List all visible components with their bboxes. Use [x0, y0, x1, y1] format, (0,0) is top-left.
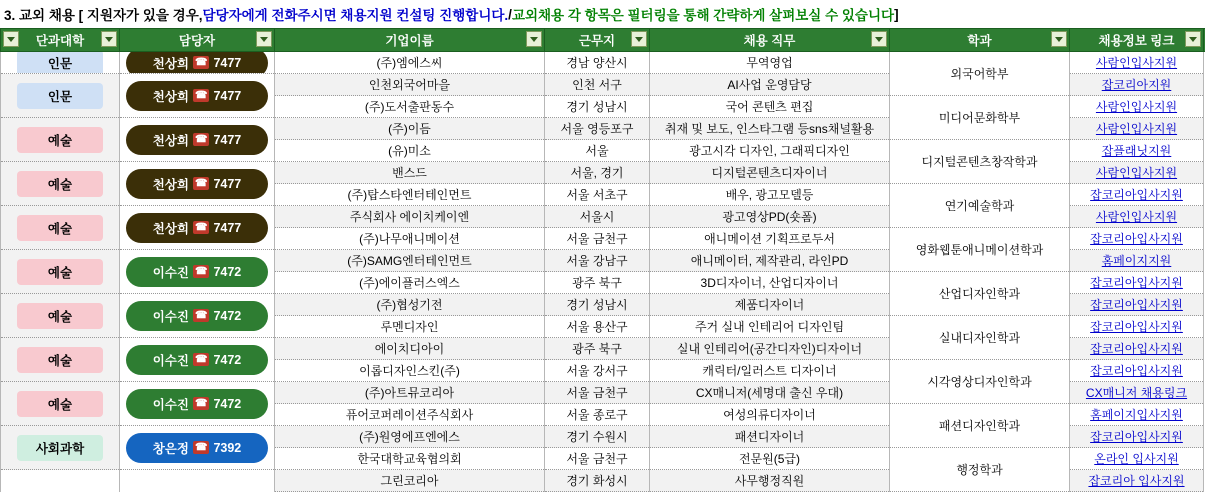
link-cell: [1070, 404, 1203, 426]
dept-cell: [1, 206, 119, 250]
link-cell: [1070, 448, 1203, 470]
job-cell: 패션디자이너: [650, 426, 889, 448]
manager-badge: [126, 389, 268, 419]
filter-dropdown-icon-dept[interactable]: [101, 31, 117, 47]
major-cell: 연기예술학과: [890, 184, 1069, 228]
dept-pill: 예술: [17, 303, 103, 329]
location-cell: 서울 강서구: [545, 360, 649, 382]
column-header-manager-label: 담당자: [178, 34, 216, 48]
manager-phone: 7477: [213, 88, 242, 103]
link-cell: [1070, 272, 1203, 294]
job-posting-link[interactable]: 사람인입사지원: [1095, 166, 1178, 180]
job-posting-link[interactable]: 사람인입사지원: [1095, 210, 1178, 224]
manager-cell: [120, 294, 274, 338]
page-title: [0, 0, 1205, 28]
column-location: [545, 52, 650, 492]
company-cell: 퓨어코퍼레이션주식회사: [275, 404, 544, 426]
job-cell: 캐릭터/일러스트 디자이너: [650, 360, 889, 382]
manager-cell: [120, 338, 274, 382]
manager-cell: [120, 162, 274, 206]
phone-icon: ☎: [194, 222, 208, 233]
link-cell: [1070, 118, 1203, 140]
company-cell: (주)에이플러스엑스: [275, 272, 544, 294]
manager-badge: [126, 125, 268, 155]
dept-pill: 예술: [17, 215, 103, 241]
location-cell: 서울, 경기: [545, 162, 649, 184]
location-cell: 인천 서구: [545, 74, 649, 96]
dept-pill: 예술: [17, 171, 103, 197]
job-posting-link[interactable]: 홈페이지지원: [1101, 254, 1172, 268]
location-cell: 서울 종로구: [545, 404, 649, 426]
column-manager: [120, 52, 275, 492]
manager-name: 천상희: [152, 177, 189, 192]
company-cell: 이롭디자인스킨(주): [275, 360, 544, 382]
company-cell: 에이치디아이: [275, 338, 544, 360]
manager-badge: [126, 257, 268, 287]
column-job: [650, 52, 890, 492]
job-posting-link[interactable]: 사람인입사지원: [1095, 122, 1178, 136]
page-title-part-3: /: [508, 6, 512, 22]
location-cell: 서울 금천구: [545, 448, 649, 470]
job-cell: 무역영업: [650, 52, 889, 74]
page-title-part-5: ]: [894, 6, 899, 22]
company-cell: (주)SAMG엔터테인먼트: [275, 250, 544, 272]
filter-dropdown-icon-dept-left[interactable]: [3, 31, 19, 47]
major-cell: 패션디자인학과: [890, 404, 1069, 448]
manager-cell: [120, 250, 274, 294]
major-cell: 외국어학부: [890, 52, 1069, 96]
link-cell: [1070, 184, 1203, 206]
link-cell: [1070, 316, 1203, 338]
dept-cell: [1, 118, 119, 162]
link-cell: [1070, 426, 1203, 448]
manager-phone: 7477: [213, 176, 242, 191]
company-cell: (주)엠에스씨: [275, 52, 544, 74]
manager-cell: [120, 426, 274, 470]
location-cell: 경남 양산시: [545, 52, 649, 74]
location-cell: 서울: [545, 140, 649, 162]
location-cell: 경기 화성시: [545, 470, 649, 492]
phone-icon: ☎: [194, 310, 208, 321]
job-posting-link[interactable]: 잡플래닛지원: [1101, 144, 1172, 158]
job-cell: AI사업 운영담당: [650, 74, 889, 96]
manager-phone: 7472: [213, 264, 242, 279]
manager-badge: [126, 433, 268, 463]
job-cell: 주거 실내 인테리어 디자인팀: [650, 316, 889, 338]
major-cell: 영화웹툰애니메이션학과: [890, 228, 1069, 272]
location-cell: 서울 서초구: [545, 184, 649, 206]
job-posting-link[interactable]: 잡코리아입사지원: [1090, 188, 1183, 202]
dept-cell: [1, 382, 119, 426]
location-cell: 광주 북구: [545, 272, 649, 294]
location-cell: 서울 금천구: [545, 382, 649, 404]
manager-cell: [120, 52, 274, 74]
column-dept: [0, 52, 120, 492]
job-cell: CX매니저(세명대 출신 우대): [650, 382, 889, 404]
major-cell: 미디어문화학부: [890, 96, 1069, 140]
link-cell: [1070, 338, 1203, 360]
dept-pill: 인문: [17, 83, 103, 109]
phone-icon: ☎: [194, 57, 208, 68]
company-cell: (주)탑스타엔터테인먼트: [275, 184, 544, 206]
manager-badge: [126, 52, 268, 74]
column-header-link: [1070, 29, 1204, 51]
major-cell: 디지털콘텐츠창작학과: [890, 140, 1069, 184]
filter-dropdown-icon-manager[interactable]: [256, 31, 272, 47]
location-cell: 광주 북구: [545, 338, 649, 360]
column-header-company: [275, 29, 545, 51]
dept-cell: [1, 338, 119, 382]
job-cell: 취재 및 보도, 인스타그램 등sns채널활용: [650, 118, 889, 140]
company-cell: 밴스드: [275, 162, 544, 184]
job-cell: 애니메이션 기획프로두서: [650, 228, 889, 250]
company-cell: (주)나무애니메이션: [275, 228, 544, 250]
job-posting-link[interactable]: 잡코리아입사지원: [1090, 430, 1183, 444]
job-posting-link[interactable]: 잡코리아입사지원: [1090, 342, 1183, 356]
manager-phone: 7477: [213, 220, 242, 235]
column-header-dept-label: 단과대학: [35, 34, 85, 48]
job-posting-link[interactable]: 잡코리아입사지원: [1090, 298, 1183, 312]
manager-name: 천상희: [152, 133, 189, 148]
manager-badge: [126, 81, 268, 111]
company-cell: 인천외국어마을: [275, 74, 544, 96]
manager-name: 천상희: [152, 221, 189, 236]
dept-cell: [1, 294, 119, 338]
filter-dropdown-icon-major[interactable]: [1051, 31, 1067, 47]
link-cell: [1070, 74, 1203, 96]
phone-icon: ☎: [194, 266, 208, 277]
job-cell: 애니메이터, 제작관리, 라인PD: [650, 250, 889, 272]
job-posting-link[interactable]: 사람인입사지원: [1095, 56, 1178, 70]
filter-dropdown-icon-company[interactable]: [526, 31, 542, 47]
manager-phone: 7392: [213, 440, 242, 455]
company-cell: 한국대학교육협의회: [275, 448, 544, 470]
location-cell: 서울 강남구: [545, 250, 649, 272]
major-cell: 실내디자인학과: [890, 316, 1069, 360]
dept-pill: 예술: [17, 391, 103, 417]
location-cell: 서울시: [545, 206, 649, 228]
job-cell: 여성의류디자이너: [650, 404, 889, 426]
page-title-part-2: 담당자에게 전화주시면 채용지원 컨설팅 진행합니다.: [202, 8, 509, 23]
column-header-company-label: 기업이름: [385, 34, 434, 48]
manager-phone: 7472: [213, 396, 242, 411]
column-header-location: [545, 29, 650, 51]
phone-icon: ☎: [194, 398, 208, 409]
dept-pill: 인문: [17, 52, 103, 74]
company-cell: 루멘디자인: [275, 316, 544, 338]
phone-icon: ☎: [194, 178, 208, 189]
manager-cell: [120, 118, 274, 162]
manager-name: 이수진: [152, 397, 189, 412]
manager-badge: [126, 301, 268, 331]
link-cell: [1070, 382, 1203, 404]
manager-name: 천상희: [152, 89, 189, 104]
manager-name: 창은정: [152, 441, 189, 456]
location-cell: 경기 수원시: [545, 426, 649, 448]
manager-cell: [120, 206, 274, 250]
major-cell: 시각영상디자인학과: [890, 360, 1069, 404]
link-cell: [1070, 52, 1203, 74]
location-cell: 서울 금천구: [545, 228, 649, 250]
dept-cell: [1, 250, 119, 294]
page-title-part-4: 교외채용 각 항목은 필터링을 통해 간략하게 살펴보실 수 있습니다: [511, 8, 895, 23]
filter-dropdown-icon-link[interactable]: [1185, 31, 1201, 47]
job-posting-link[interactable]: 잡코리아지원: [1101, 78, 1172, 92]
location-cell: 경기 성남시: [545, 294, 649, 316]
manager-cell: [120, 74, 274, 118]
major-cell: 산업디자인학과: [890, 272, 1069, 316]
link-cell: [1070, 250, 1203, 272]
job-cell: 광고영상PD(숏폼): [650, 206, 889, 228]
job-cell: 전문원(5급): [650, 448, 889, 470]
job-cell: 3D디자이너, 산업디자이너: [650, 272, 889, 294]
dept-pill: 사회과학: [17, 435, 103, 461]
column-header-manager: [120, 29, 275, 51]
job-posting-link[interactable]: 잡코리아입사지원: [1090, 320, 1183, 334]
filter-dropdown-icon-location[interactable]: [631, 31, 647, 47]
job-posting-link[interactable]: 온라인 입사지원: [1094, 452, 1179, 466]
column-major: [890, 52, 1070, 492]
link-cell: [1070, 140, 1203, 162]
job-cell: 국어 콘텐츠 편집: [650, 96, 889, 118]
company-cell: (주)도서출판동수: [275, 96, 544, 118]
job-posting-link[interactable]: CX매니저 채용링크: [1085, 386, 1188, 400]
manager-badge: [126, 345, 268, 375]
job-cell: 디지털콘텐츠디자이너: [650, 162, 889, 184]
job-posting-link[interactable]: 홈페이지입사지원: [1090, 408, 1183, 422]
phone-icon: ☎: [194, 354, 208, 365]
phone-icon: ☎: [194, 90, 208, 101]
job-cell: 제품디자이너: [650, 294, 889, 316]
dept-pill: 예술: [17, 259, 103, 285]
link-cell: [1070, 96, 1203, 118]
column-header-major-label: 학과: [967, 34, 992, 48]
dept-cell: [1, 426, 119, 470]
link-cell: [1070, 228, 1203, 250]
manager-badge: [126, 169, 268, 199]
manager-name: 이수진: [152, 309, 189, 324]
manager-phone: 7477: [213, 132, 242, 147]
location-cell: 서울 영등포구: [545, 118, 649, 140]
manager-phone: 7472: [213, 308, 242, 323]
job-cell: 광고시각 디자인, 그래픽디자인: [650, 140, 889, 162]
job-posting-link[interactable]: 잡코리아입사지원: [1090, 232, 1183, 246]
company-cell: 주식회사 에이치케이엔: [275, 206, 544, 228]
dept-pill: 예술: [17, 347, 103, 373]
job-cell: 실내 인테리어(공간디자인)디자이너: [650, 338, 889, 360]
column-header-major: [890, 29, 1070, 51]
location-cell: 서울 용산구: [545, 316, 649, 338]
job-posting-link[interactable]: 잡코리아입사지원: [1090, 364, 1183, 378]
job-cell: 배우, 광고모델등: [650, 184, 889, 206]
manager-name: 이수진: [152, 353, 189, 368]
manager-badge: [126, 213, 268, 243]
table-body: [0, 52, 1205, 492]
column-header-dept: [0, 29, 120, 51]
company-cell: (주)협성기전: [275, 294, 544, 316]
manager-name: 이수진: [152, 265, 189, 280]
manager-phone: 7477: [213, 55, 242, 70]
company-cell: (주)이듬: [275, 118, 544, 140]
phone-icon: ☎: [194, 442, 208, 453]
dept-cell: [1, 162, 119, 206]
company-cell: 그린코리아: [275, 470, 544, 492]
link-cell: [1070, 360, 1203, 382]
column-header-job: [650, 29, 890, 51]
job-posting-link[interactable]: 잡코리아입사지원: [1090, 276, 1183, 290]
link-cell: [1070, 206, 1203, 228]
location-cell: 경기 성남시: [545, 96, 649, 118]
company-cell: (주)원영에프엔에스: [275, 426, 544, 448]
manager-cell: [120, 382, 274, 426]
dept-cell: [1, 52, 119, 74]
column-header-job-label: 채용 직무: [743, 34, 796, 48]
company-cell: (유)미소: [275, 140, 544, 162]
dept-cell: [1, 74, 119, 118]
job-posting-link[interactable]: 잡코리아 입사지원: [1088, 474, 1185, 488]
table-header-row: [0, 28, 1205, 52]
column-header-location-label: 근무지: [578, 34, 616, 48]
filter-dropdown-icon-job[interactable]: [871, 31, 887, 47]
company-cell: (주)아트뮤코리아: [275, 382, 544, 404]
column-header-link-label: 채용정보 링크: [1098, 34, 1175, 48]
dept-pill: 예술: [17, 127, 103, 153]
major-cell: 행정학과: [890, 448, 1069, 492]
link-cell: [1070, 162, 1203, 184]
link-cell: [1070, 470, 1203, 492]
manager-name: 천상희: [152, 56, 189, 71]
phone-icon: ☎: [194, 134, 208, 145]
column-link: [1070, 52, 1204, 492]
job-cell: 사무행정직원: [650, 470, 889, 492]
page-title-part-1: 3. 교외 채용 [ 지원자가 있을 경우,: [4, 8, 203, 23]
manager-phone: 7472: [213, 352, 242, 367]
job-posting-link[interactable]: 사람인입사지원: [1095, 100, 1178, 114]
column-company: [275, 52, 545, 492]
link-cell: [1070, 294, 1203, 316]
